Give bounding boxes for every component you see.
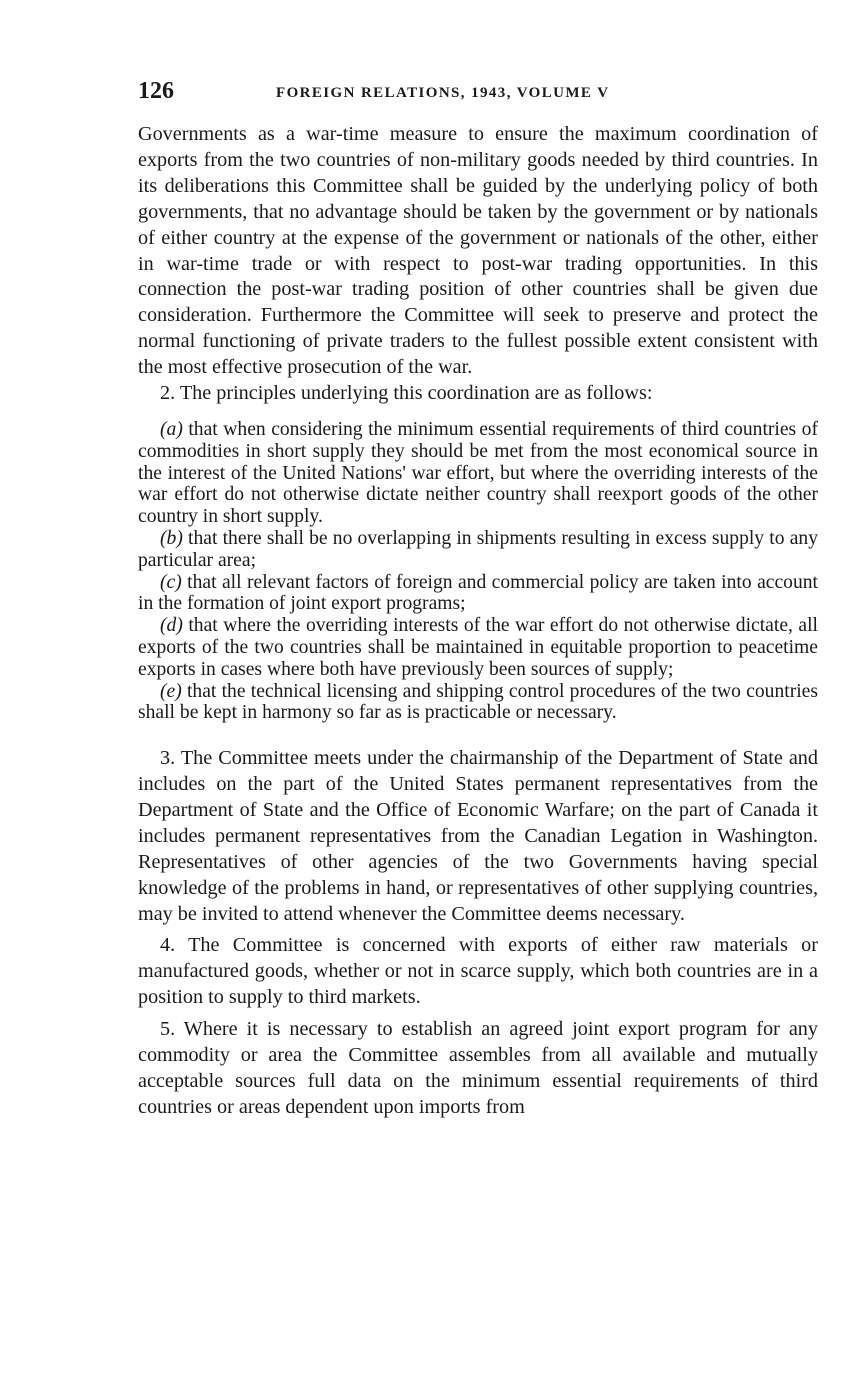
body-text xyxy=(138,122,818,1121)
principle-b-text: that there shall be no overlapping in shipments resulting in excess supply to any particular area; xyxy=(138,527,818,571)
principle-a xyxy=(138,419,818,528)
page-number: 126 xyxy=(138,78,174,104)
paragraph-3: 3. The Committee meets under the chairmanship of the Department of State and includes on the part of the United States permanent representatives from the Department of State and the Office of Economic Warfare; on the part of Canada it includes permanent representatives from the Canadian Legation in Washington. Representatives of other agencies of the two Governments having special knowledge of the problems in hand, or representatives of other supplying countries, may be invited to attend whenever the Committee deems necessary. xyxy=(138,747,818,925)
principle-c-text: that all relevant factors of foreign and commercial policy are taken into account in the formation of joint export programs; xyxy=(138,571,818,615)
paragraph-4: 4. The Committee is concerned with exports of either raw materials or manufactured goods, whether or not in scarce supply, which both countries are in a position to supply to third markets. xyxy=(138,934,818,1009)
principle-a-letter: (a) xyxy=(160,418,183,440)
running-head: FOREIGN RELATIONS, 1943, VOLUME V xyxy=(276,85,610,101)
principles-list xyxy=(138,419,818,724)
principle-e-letter: (e) xyxy=(160,680,182,702)
principle-d xyxy=(138,615,818,680)
principle-e-text: that the technical licensing and shipping control procedures of the two countries shall be kept in harmony so far as is practicable or necessary. xyxy=(138,680,818,724)
paragraph-2: 2. The principles underlying this coordination are as follows: xyxy=(160,382,653,405)
principle-b xyxy=(138,528,818,572)
paragraph-5: 5. Where it is necessary to establish an agreed joint export program for any commodity or area the Committee assembles from all available and mutually acceptable sources full data on the minimum essential requirements of third countries or areas dependent upon imports from xyxy=(138,1018,818,1118)
principle-e xyxy=(138,681,818,725)
principle-d-text: that where the overriding interests of the war effort do not otherwise dictate, all exports of the two countries shall be maintained in equitable proportion to peacetime exports in cases where both have previously been sources of supply; xyxy=(138,615,818,680)
principle-c xyxy=(138,572,818,616)
paragraph-continuation: Governments as a war-time measure to ensure the maximum coordination of exports from the two countries of non-military goods needed by third countries. In its deliberations this Committee shall be guided by the underlying policy of both governments, that no advantage should be taken by the government or by nationals of either country at the expense of the government or nationals of the other, either in war-time trade or with respect to post-war trading opportunities. In this connection the post-war trading position of other countries shall be given due consideration. Furthermore the Committee will seek to preserve and protect the normal functioning of private traders to the fullest possible extent consistent with the most effective prosecution of the war. xyxy=(138,123,818,379)
principle-d-letter: (d) xyxy=(160,615,183,637)
page-header xyxy=(138,78,818,110)
principle-b-letter: (b) xyxy=(160,527,183,549)
principle-c-letter: (c) xyxy=(160,571,182,593)
principle-a-text: that when considering the minimum essential requirements of third countries of commodities in short supply they should be met from the most economical source in the interest of the United Nations' war effort, but where the overriding interests of the war effort do not otherwise dictate neither country shall reexport goods of the other country in short supply. xyxy=(138,418,818,528)
